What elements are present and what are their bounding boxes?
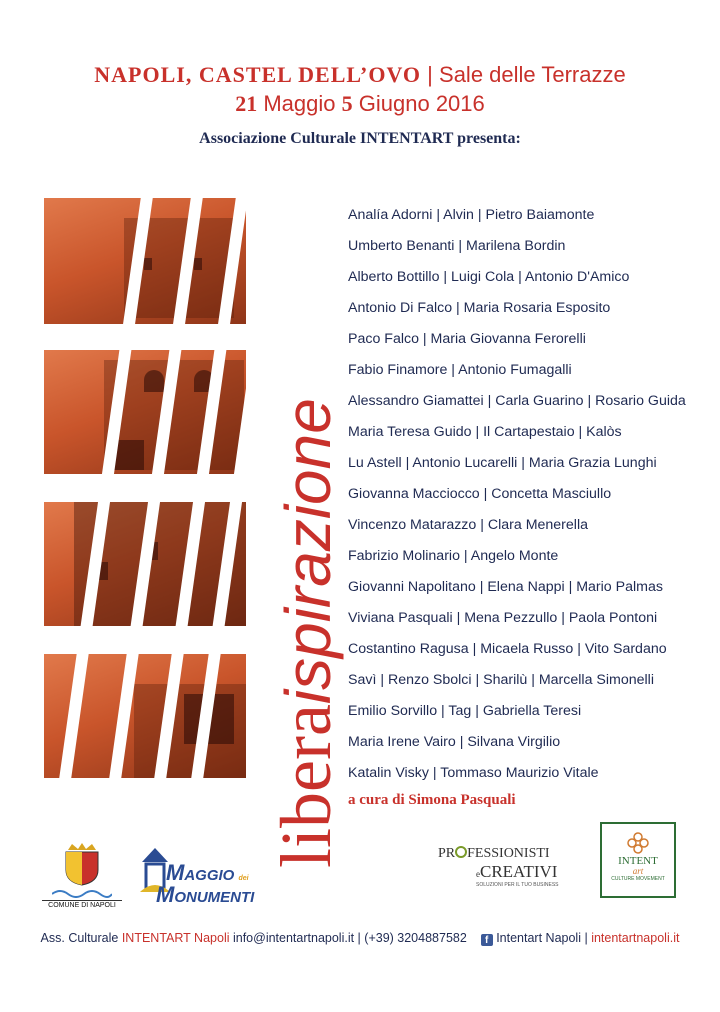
artist-row: Alberto Bottillo | Luigi Cola | Antonio D'Amico (348, 269, 630, 285)
footer-assoc-prefix: Ass. Culturale (40, 931, 119, 945)
prof-fessionisti: FESSIONISTI (467, 846, 550, 861)
title-part-libera: libera (266, 704, 346, 868)
curator-credit: a cura di Simona Pasquali (348, 792, 516, 808)
artist-row: Umberto Benanti | Marilena Bordin (348, 238, 566, 254)
intent-movement: CULTURE MOVEMENT (611, 876, 665, 882)
footer-fb-name[interactable]: Intentart Napoli (496, 931, 581, 945)
artist-row: Viviana Pasquali | Mena Pezzullo | Paola Pontoni (348, 610, 658, 626)
artist-row: Maria Irene Vairo | Silvana Virgilio (348, 734, 561, 750)
intent-art: art (632, 866, 644, 876)
artist-row: Lu Astell | Antonio Lucarelli | Maria Grazia Lunghi (348, 455, 657, 471)
artist-row: Giovanni Napolitano | Elena Nappi | Mario Palmas (348, 579, 663, 595)
flower-icon (627, 832, 649, 854)
monumenti-word: ONUMENTI (174, 889, 255, 906)
napoli-crest-icon (62, 842, 102, 886)
svg-text:liberaispirazione (266, 398, 346, 868)
presenter-line: Associazione Culturale INTENTART presenta: (199, 130, 521, 147)
artist-row: Costantino Ragusa | Micaela Russo | Vito Sardano (348, 641, 667, 657)
artist-row: Savì | Renzo Sbolci | Sharilù | Marcella Simonelli (348, 672, 654, 688)
prof-pr: PR (438, 846, 456, 861)
maggio-word: AGGIO (184, 867, 235, 884)
date-end-rest: Giugno 2016 (358, 91, 485, 116)
title-part-ispirazione: ispirazione (272, 398, 344, 705)
date-start-month: Maggio (263, 91, 336, 116)
event-dates (0, 91, 720, 117)
footer-website[interactable]: intentartnapoli.it (591, 931, 680, 945)
date-end-day: 5 (341, 91, 353, 116)
artist-row: Fabrizio Molinario | Angelo Monte (348, 548, 559, 564)
artist-row: Vincenzo Matarazzo | Clara Menerella (348, 517, 588, 533)
artist-row: Maria Teresa Guido | Il Cartapestaio | Kalòs (348, 424, 622, 440)
room-name: Sale delle Terrazze (439, 62, 626, 87)
artist-row: Analía Adorni | Alvin | Pietro Baiamonte (348, 207, 595, 223)
artist-row: Fabio Finamore | Antonio Fumagalli (348, 362, 572, 378)
maggio-dei: dei (238, 875, 249, 882)
footer-phone: (+39) 3204887582 (364, 931, 467, 945)
footer-email[interactable]: info@intentartnapoli.it (232, 931, 355, 945)
date-start-day: 21 (235, 91, 258, 116)
footer-assoc-name: INTENTART Napoli (121, 931, 230, 945)
intentart-logo (600, 822, 676, 898)
title-svg (258, 178, 348, 868)
artists-list (348, 200, 718, 789)
intent-word: INTENT (618, 855, 658, 867)
professionisti-creativi-logo: PR FESSIONISTI eCREATIVI SOLUZIONI PER IL TUO BUSINESS (438, 846, 559, 888)
prof-creativi: CREATIVI (480, 862, 558, 881)
comune-label: COMUNE DI NAPOLI (42, 900, 122, 909)
prof-sub: SOLUZIONI PER IL TUO BUSINESS (476, 882, 559, 888)
artist-row: Giovanna Macciocco | Concetta Masciullo (348, 486, 612, 502)
artist-row: Alessandro Giamattei | Carla Guarino | Rosario Guida (348, 393, 686, 409)
artist-row: Emilio Sorvillo | Tag | Gabriella Teresi (348, 703, 582, 719)
facebook-icon: f (481, 934, 493, 946)
maggio-monumenti-logo: MAGGIO dei MONUMENTI (140, 848, 252, 910)
exhibition-title (258, 178, 348, 868)
venue-separator: | (427, 62, 433, 87)
artist-row: Katalin Visky | Tommaso Maurizio Vitale (348, 765, 599, 781)
artist-row: Paco Falco | Maria Giovanna Ferorelli (348, 331, 586, 347)
city-venue: NAPOLI, CASTEL DELL’OVO (94, 62, 422, 87)
event-venue-line (0, 62, 720, 88)
artist-row: Antonio Di Falco | Maria Rosaria Esposito (348, 300, 611, 316)
footer-contacts: Ass. Culturale INTENTART Napoli info@intentartnapoli.it | (+39) 3204887582 f Intentart Napoli | intentartnapoli.it (40, 931, 680, 946)
waves-icon (52, 888, 112, 898)
comune-napoli-logo (42, 842, 122, 912)
